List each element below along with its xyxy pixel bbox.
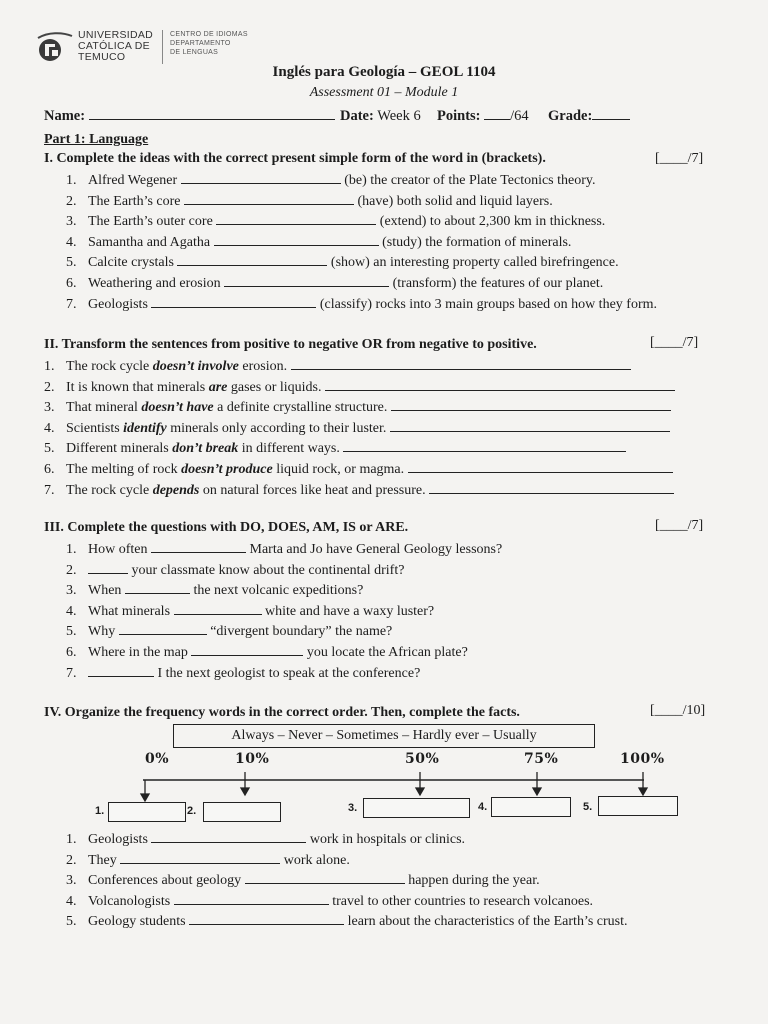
item-number: 2. — [66, 193, 77, 209]
answer-blank[interactable] — [214, 233, 379, 246]
percent-label: 75% — [524, 751, 559, 767]
answer-blank[interactable] — [224, 274, 389, 287]
item-text: It is known that minerals — [66, 379, 209, 395]
item-number: 3. — [66, 214, 77, 230]
department-name: CENTRO DE IDIOMAS DEPARTAMENTO DE LENGUAS — [170, 31, 248, 56]
item-prompt: Weathering and erosion — [88, 275, 221, 291]
percent-label: 50% — [405, 751, 440, 767]
item-text: happen during the year. — [408, 873, 540, 889]
item-number: 3. — [66, 873, 77, 889]
list-item — [44, 357, 675, 378]
item-text: Scientists — [66, 420, 124, 436]
item-prompt: What minerals — [88, 603, 171, 619]
date-value: Week 6 — [377, 108, 421, 124]
item-number: 2. — [66, 562, 77, 578]
answer-blank[interactable] — [177, 253, 327, 266]
answer-blank[interactable] — [189, 912, 344, 925]
grade-field[interactable] — [548, 108, 630, 125]
item-emphasis: depends — [152, 482, 200, 498]
item-number: 5. — [66, 914, 77, 930]
list-item — [44, 439, 675, 460]
item-prompt: They — [88, 852, 117, 868]
frequency-box-5[interactable] — [598, 796, 678, 816]
points-label: Points: — [437, 108, 481, 124]
item-text: minerals only according to their luster. — [166, 420, 387, 436]
item-text: (extend) to about 2,300 km in thickness. — [379, 214, 606, 230]
frequency-box-label: 1. — [95, 805, 105, 817]
list-item — [66, 253, 657, 274]
item-text: you locate the African plate? — [306, 644, 468, 660]
section-1-title: I. Complete the ideas with the correct present simple form of the word in (brackets). — [44, 151, 546, 166]
university-logo-icon — [36, 30, 74, 64]
section-3-score: [____/7] — [655, 518, 704, 533]
list-item — [44, 460, 675, 481]
answer-blank[interactable] — [88, 561, 128, 574]
answer-line[interactable] — [408, 460, 673, 473]
answer-blank[interactable] — [174, 602, 262, 615]
list-item — [66, 830, 628, 851]
item-text: learn about the characteristics of the Earth’s crust. — [347, 914, 628, 930]
answer-blank[interactable] — [245, 871, 405, 884]
section-4-score: [____/10] — [650, 703, 706, 718]
section-4-title: IV. Organize the frequency words in the correct order. Then, complete the facts. — [44, 705, 520, 720]
list-item — [66, 581, 502, 602]
section-2-list — [44, 357, 675, 501]
item-text: (transform) the features of our planet. — [392, 275, 604, 291]
answer-blank[interactable] — [88, 664, 154, 677]
frequency-box-label: 4. — [478, 801, 488, 813]
item-text: The rock cycle — [66, 359, 153, 374]
item-number: 2. — [44, 379, 55, 395]
item-text: (study) the formation of minerals. — [382, 234, 572, 250]
item-number: 5. — [66, 255, 77, 271]
item-text: “divergent boundary” the name? — [210, 624, 393, 640]
answer-blank[interactable] — [125, 581, 190, 594]
date-field — [340, 108, 421, 125]
section-4-list — [66, 830, 628, 933]
item-number: 4. — [66, 893, 77, 909]
points-field[interactable] — [437, 108, 529, 125]
item-prompt: Geologists — [88, 832, 148, 847]
list-item — [44, 398, 675, 419]
answer-line[interactable] — [325, 378, 675, 391]
item-text: (classify) rocks into 3 main groups based on how they form. — [319, 296, 657, 312]
percent-label: 0% — [145, 751, 170, 767]
list-item — [66, 274, 657, 295]
list-item — [66, 871, 628, 892]
list-item — [44, 481, 675, 502]
university-name: UNIVERSIDAD CATÓLICA DE TEMUCO — [78, 29, 154, 63]
item-number: 4. — [44, 420, 55, 436]
frequency-box-label: 2. — [187, 805, 197, 817]
list-item — [66, 602, 502, 623]
item-prompt: Samantha and Agatha — [88, 234, 211, 250]
item-text: work alone. — [283, 852, 350, 868]
logo-divider — [162, 30, 163, 64]
part-title: Part 1: Language — [44, 132, 149, 147]
item-prompt: Conferences about geology — [88, 873, 242, 889]
item-text: erosion. — [238, 359, 288, 374]
item-number: 3. — [44, 400, 55, 416]
list-item — [66, 892, 628, 913]
item-emphasis: don’t break — [172, 441, 239, 457]
frequency-box-label: 3. — [348, 802, 358, 814]
item-text: (show) an interesting property called birefringence. — [330, 255, 619, 271]
item-emphasis: doesn’t involve — [152, 359, 239, 374]
frequency-box-label: 5. — [583, 801, 593, 813]
item-prompt: Volcanologists — [88, 893, 171, 909]
item-prompt: Geologists — [88, 296, 148, 312]
date-label: Date: — [340, 108, 374, 124]
item-emphasis: identify — [123, 420, 167, 436]
item-emphasis: doesn’t produce — [181, 461, 273, 477]
item-text: (have) both solid and liquid layers. — [357, 193, 553, 209]
item-text: gases or liquids. — [227, 379, 322, 395]
list-item — [66, 912, 628, 933]
answer-blank[interactable] — [174, 892, 329, 905]
name-blank[interactable] — [89, 119, 335, 120]
assessment-subtitle: Assessment 01 – Module 1 — [309, 85, 459, 100]
item-text: Marta and Jo have General Geology lessons? — [249, 542, 503, 557]
list-item — [66, 851, 628, 872]
points-blank[interactable] — [484, 119, 510, 120]
answer-blank[interactable] — [151, 295, 316, 308]
answer-blank[interactable] — [181, 171, 341, 184]
item-text: liquid rock, or magma. — [272, 461, 405, 477]
grade-blank[interactable] — [592, 119, 630, 120]
grade-label: Grade: — [548, 108, 593, 124]
list-item — [44, 419, 675, 440]
list-item — [66, 561, 502, 582]
frequency-box-4[interactable] — [491, 797, 571, 817]
item-text: in different ways. — [238, 441, 340, 457]
section-2-score: [____/7] — [650, 335, 699, 350]
item-text: a definite crystalline structure. — [213, 400, 388, 416]
section-1-list — [66, 171, 657, 315]
item-prompt: Where in the map — [88, 644, 188, 660]
list-item — [66, 233, 657, 254]
item-number: 6. — [66, 644, 77, 660]
item-number: 1. — [66, 542, 77, 557]
frequency-box-2[interactable] — [203, 802, 281, 822]
item-text: (be) the creator of the Plate Tectonics theory. — [344, 173, 596, 188]
item-prompt: Why — [88, 624, 116, 640]
answer-line[interactable] — [390, 419, 670, 432]
item-text: the next volcanic expeditions? — [193, 583, 364, 599]
list-item — [66, 212, 657, 233]
frequency-box-3[interactable] — [363, 798, 470, 818]
item-text: The melting of rock — [66, 461, 182, 477]
item-text: That mineral — [66, 400, 142, 416]
item-number: 4. — [66, 603, 77, 619]
answer-blank[interactable] — [216, 212, 376, 225]
list-item — [66, 643, 502, 664]
item-prompt: How often — [88, 542, 148, 557]
item-text: The rock cycle — [66, 482, 153, 498]
answer-blank[interactable] — [191, 643, 303, 656]
item-number: 1. — [44, 359, 55, 374]
item-number: 6. — [66, 275, 77, 291]
list-item — [66, 622, 502, 643]
item-text: your classmate know about the continental drift? — [131, 562, 405, 578]
answer-blank[interactable] — [184, 192, 354, 205]
item-prompt: When — [88, 583, 122, 599]
list-item — [66, 171, 657, 192]
item-emphasis: doesn’t have — [141, 400, 214, 416]
item-number: 7. — [44, 482, 55, 498]
item-prompt: Alfred Wegener — [88, 173, 178, 188]
percent-label: 100% — [620, 751, 665, 767]
item-prompt: The Earth’s outer core — [88, 214, 213, 230]
list-item — [66, 192, 657, 213]
item-number: 5. — [66, 624, 77, 640]
item-number: 3. — [66, 583, 77, 599]
name-field[interactable] — [44, 108, 335, 125]
item-text: travel to other countries to research volcanoes. — [332, 893, 594, 909]
item-text: I the next geologist to speak at the conference? — [157, 665, 421, 681]
item-number: 2. — [66, 852, 77, 868]
points-total: /64 — [510, 108, 529, 124]
list-item — [66, 540, 502, 561]
answer-blank[interactable] — [120, 851, 280, 864]
answer-line[interactable] — [391, 398, 671, 411]
list-item — [66, 295, 657, 316]
item-prompt: Geology students — [88, 914, 186, 930]
item-number: 1. — [66, 173, 77, 188]
course-title: Inglés para Geología – GEOL 1104 — [272, 64, 496, 80]
item-number: 1. — [66, 832, 77, 847]
answer-line[interactable] — [291, 357, 631, 370]
item-prompt: The Earth’s core — [88, 193, 181, 209]
answer-line[interactable] — [429, 481, 674, 494]
item-emphasis: are — [208, 379, 228, 395]
item-number: 7. — [66, 296, 77, 312]
item-prompt: Calcite crystals — [88, 255, 174, 271]
item-number: 5. — [44, 441, 55, 457]
answer-blank[interactable] — [119, 622, 207, 635]
item-number: 7. — [66, 665, 77, 681]
item-text: work in hospitals or clinics. — [309, 832, 466, 847]
frequency-box-1[interactable] — [108, 802, 186, 822]
item-text: white and have a waxy luster? — [265, 603, 435, 619]
answer-blank[interactable] — [151, 540, 246, 553]
section-1-score: [____/7] — [655, 151, 704, 166]
word-bank-box: Always – Never – Sometimes – Hardly ever – Usually — [173, 724, 595, 748]
name-label: Name: — [44, 108, 86, 124]
item-number: 6. — [44, 461, 55, 477]
answer-blank[interactable] — [151, 830, 306, 843]
answer-line[interactable] — [343, 439, 626, 452]
section-2-title: II. Transform the sentences from positive to negative OR from negative to positive. — [44, 337, 537, 352]
item-text: Different minerals — [66, 441, 173, 457]
list-item — [66, 664, 502, 685]
item-number: 4. — [66, 234, 77, 250]
item-text: on natural forces like heat and pressure. — [199, 482, 426, 498]
percent-label: 10% — [235, 751, 270, 767]
section-3-title: III. Complete the questions with DO, DOES, AM, IS or ARE. — [44, 520, 409, 535]
section-3-list — [66, 540, 502, 684]
list-item — [44, 378, 675, 399]
